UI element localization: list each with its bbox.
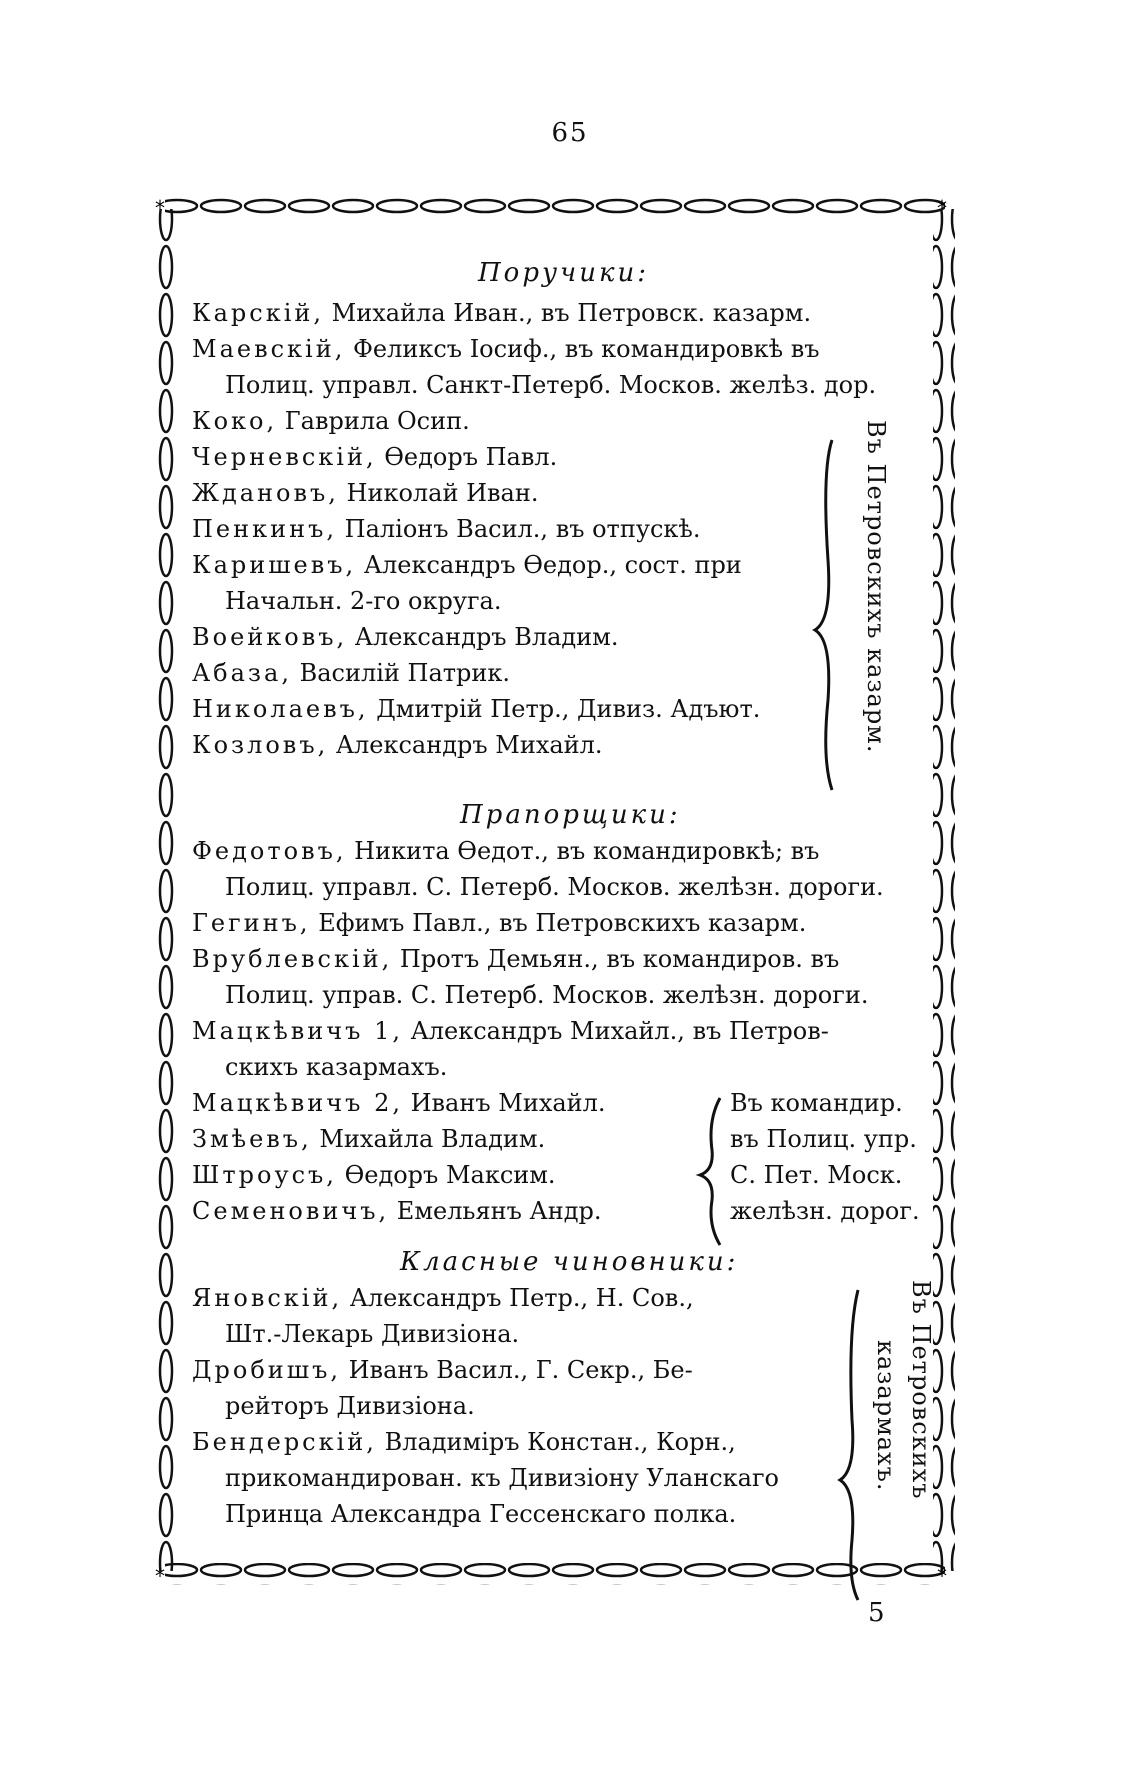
- entry-details: Александръ Михайл., въ Петров-: [410, 1017, 829, 1045]
- list-item: [192, 550, 742, 580]
- list-item: [192, 442, 557, 472]
- list-item: [192, 406, 470, 436]
- list-item: [225, 1499, 736, 1529]
- list-item: [225, 980, 868, 1010]
- group-note-line: Въ командир.: [730, 1089, 903, 1117]
- entry-details: Ефимъ Павл., въ Петровскихъ казарм.: [318, 909, 807, 937]
- list-item: [192, 622, 618, 652]
- surname: Яновскій,: [192, 1284, 343, 1312]
- list-item: [192, 1016, 829, 1046]
- list-item: [192, 1124, 545, 1154]
- surname: Врублевскій,: [192, 945, 393, 973]
- group-note-line: С. Пет. Моск.: [730, 1161, 903, 1189]
- surname: Федотовъ,: [192, 837, 347, 865]
- entry-details: Владиміръ Констан., Корн.,: [384, 1428, 736, 1456]
- entry-details: Александръ Ѳедор., сост. при: [363, 551, 742, 579]
- entry-details: Емельянъ Андр.: [396, 1197, 602, 1225]
- heading-praporshchiki: Прапорщики:: [460, 800, 681, 830]
- svg-text:*: *: [937, 1564, 947, 1585]
- list-item: [192, 1196, 601, 1226]
- surname: Ждановъ,: [192, 479, 339, 507]
- entry-details: Паліонъ Васил., въ отпускѣ.: [344, 515, 701, 543]
- svg-text:*: *: [937, 196, 947, 220]
- list-item: [192, 1283, 694, 1313]
- surname: Мацкѣвичъ 1,: [192, 1017, 403, 1045]
- entry-details: Принца Александра Гессенскаго полка.: [225, 1500, 737, 1528]
- surname: Змѣевъ,: [192, 1125, 312, 1153]
- entry-details: Михайла Иван., въ Петровск. казарм.: [331, 299, 812, 327]
- entry-details: Иванъ Михайл.: [410, 1089, 606, 1117]
- group-note-line: желѣзн. дорог.: [730, 1197, 920, 1225]
- surname: Карскій,: [192, 299, 324, 327]
- surname: Гегинъ,: [192, 909, 311, 937]
- group-note-line: въ Полиц. упр.: [730, 1125, 917, 1153]
- list-item: [225, 586, 501, 616]
- surname: Пенкинъ,: [192, 515, 338, 543]
- list-item: [192, 478, 538, 508]
- surname: Мацкѣвичъ 2,: [192, 1089, 403, 1117]
- list-item: [192, 334, 820, 364]
- entry-details: скихъ казармахъ.: [225, 1053, 448, 1081]
- list-item: [225, 1391, 475, 1421]
- entry-details: Николай Иван.: [346, 479, 539, 507]
- entry-details: Начальн. 2-го округа.: [225, 587, 502, 615]
- surname: Николаевъ,: [192, 695, 369, 723]
- surname: Бендерскій,: [192, 1428, 377, 1456]
- entry-details: Полиц. управ. С. Петерб. Москов. желѣзн. дороги.: [225, 981, 869, 1009]
- surname: Дробишъ,: [192, 1356, 341, 1384]
- entry-details: Шт.-Лекарь Дивизіона.: [225, 1320, 520, 1348]
- surname: Маевскій,: [192, 335, 346, 363]
- side-note-v-petrovskikh: Въ Петровскихъ: [907, 1280, 935, 1500]
- surname: Черневскій,: [192, 443, 377, 471]
- entry-details: Феликсъ Іосиф., въ командировкѣ въ: [352, 335, 820, 363]
- entry-details: Ѳедоръ Павл.: [384, 443, 558, 471]
- page-number: 65: [551, 118, 589, 148]
- surname: Воейковъ,: [192, 623, 348, 651]
- list-item: [192, 944, 839, 974]
- heading-klassnye-chinovniki: Класные чиновники:: [400, 1247, 739, 1277]
- entry-details: Гаврила Осип.: [284, 407, 470, 435]
- surname: Козловъ,: [192, 731, 329, 759]
- entry-details: Иванъ Васил., Г. Секр., Бе-: [348, 1356, 693, 1384]
- list-item: [192, 694, 760, 724]
- list-item: [192, 730, 603, 760]
- svg-text:*: *: [155, 196, 165, 220]
- list-item: [192, 1355, 693, 1385]
- list-item: [192, 298, 811, 328]
- list-item: [192, 658, 510, 688]
- list-item: [192, 836, 819, 866]
- list-item: [225, 872, 884, 902]
- entry-details: прикомандирован. къ Дивизіону Уланскаго: [225, 1464, 779, 1492]
- list-item: [225, 1463, 779, 1493]
- list-item: [225, 1052, 447, 1082]
- list-item: [192, 1427, 736, 1457]
- entry-details: рейторъ Дивизіона.: [225, 1392, 475, 1420]
- heading-poruchiki: Поручики:: [478, 258, 650, 288]
- entry-details: Полиц. управл. Санкт-Петерб. Москов. желѣз. дор.: [225, 371, 877, 399]
- surname: Каришевъ,: [192, 551, 357, 579]
- list-item: [192, 1160, 556, 1190]
- entry-details: Ѳедоръ Максим.: [344, 1161, 556, 1189]
- side-note-petrovskikh-kazarm: Въ Петровскихъ казарм.: [862, 420, 890, 754]
- list-item: [192, 1088, 606, 1118]
- list-item: [192, 514, 701, 544]
- list-item: [225, 1319, 519, 1349]
- surname: Штроусъ,: [192, 1161, 337, 1189]
- entry-details: Протъ Демьян., въ командиров. въ: [399, 945, 840, 973]
- entry-details: Дмитрій Петр., Дивиз. Адъют.: [376, 695, 761, 723]
- surname: Абаза,: [192, 659, 292, 687]
- signature-mark: 5: [868, 1598, 885, 1628]
- entry-details: Александръ Петр., Н. Сов.,: [349, 1284, 694, 1312]
- surname: Коко,: [192, 407, 278, 435]
- entry-details: Полиц. управл. С. Петерб. Москов. желѣзн. дороги.: [225, 873, 884, 901]
- entry-details: Михайла Владим.: [319, 1125, 546, 1153]
- side-note-kazarmakh: казармахъ.: [872, 1340, 900, 1492]
- entry-details: Александръ Владим.: [354, 623, 619, 651]
- entry-details: Никита Ѳедот., въ командировкѣ; въ: [354, 837, 820, 865]
- list-item: [192, 908, 806, 938]
- surname: Семеновичъ,: [192, 1197, 390, 1225]
- svg-text:*: *: [155, 1564, 165, 1585]
- entry-details: Василій Патрик.: [299, 659, 511, 687]
- list-item: [225, 370, 876, 400]
- entry-details: Александръ Михайл.: [335, 731, 603, 759]
